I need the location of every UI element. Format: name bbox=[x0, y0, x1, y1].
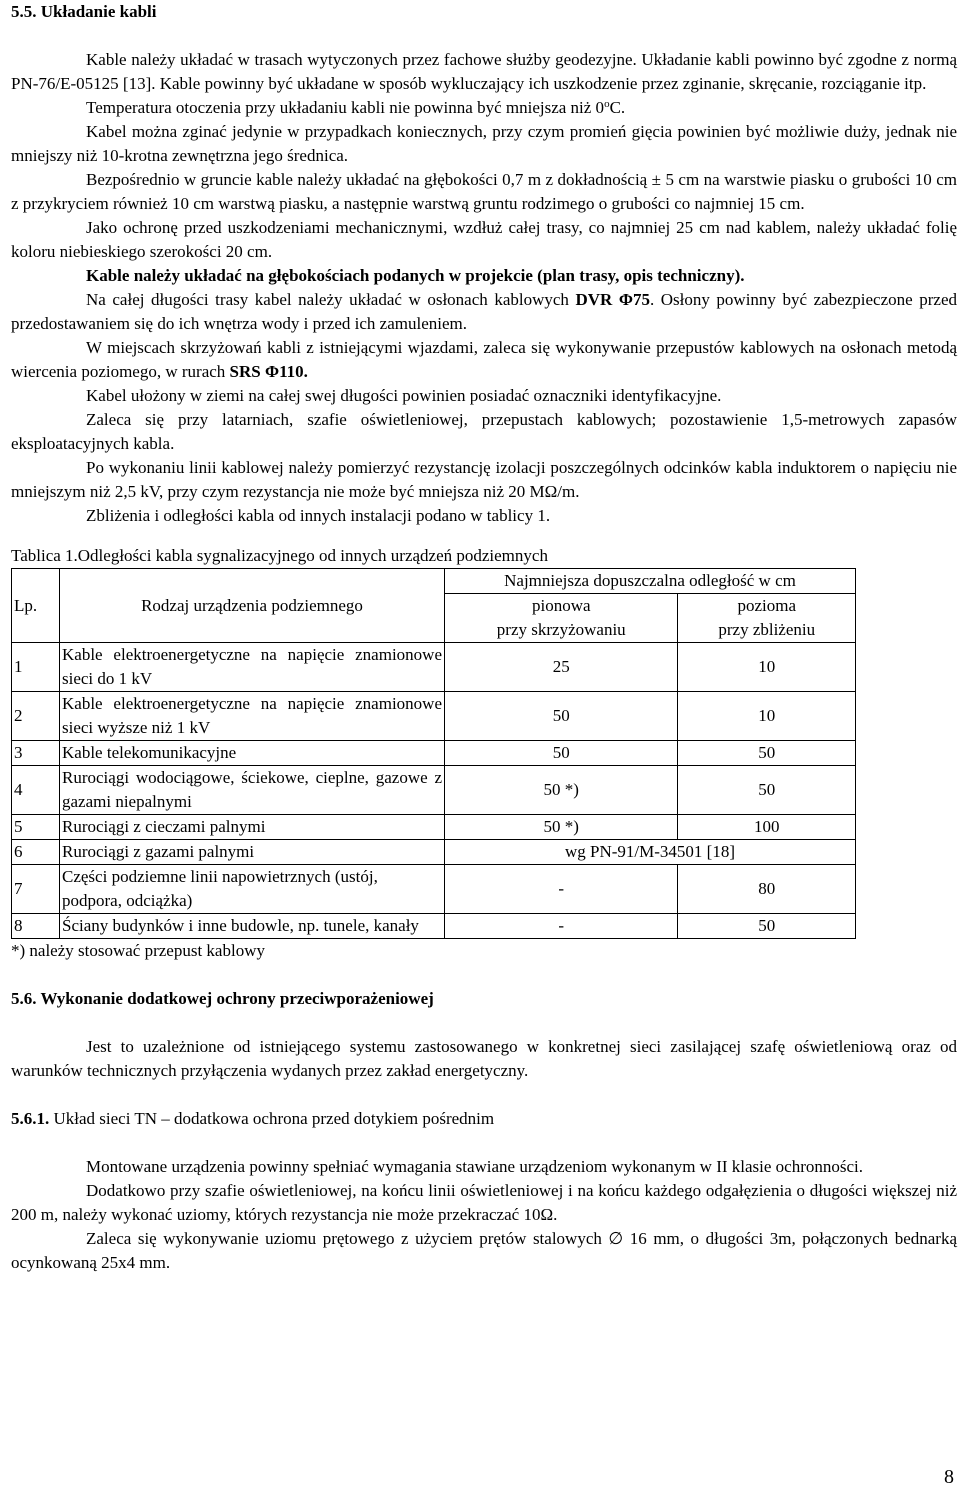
subsection-heading: 5.6.1. Układ sieci TN – dodatkowa ochrona przed dotykiem pośrednim bbox=[11, 1109, 495, 1128]
document-page bbox=[11, 0, 957, 1275]
paragraph: Dodatkowo przy szafie oświetleniowej, na końcu linii oświetleniowej i na końcu każdego odgałęzienia o długości większej niż 200 m, należy wykonać uziomy, których rezystancja nie może przekraczać 10Ω. bbox=[11, 1181, 957, 1224]
header-horizontal: pozioma bbox=[678, 594, 856, 619]
paragraph: Zaleca się wykonywanie uziomu prętowego z użyciem prętów stalowych ∅ 16 mm, o długości 3m, połączonych bednarką ocynkowaną 25x4 mm. bbox=[11, 1229, 957, 1272]
table-note: *) należy stosować przepust kablowy bbox=[11, 941, 265, 960]
table-row: 2 Kable elektroenergetyczne na napięcie znamionowe sieci wyższe niż 1 kV 50 10 bbox=[12, 692, 856, 741]
header-kind: Rodzaj urządzenia podziemnego bbox=[60, 569, 445, 643]
bold-paragraph: Kable należy układać na głębokościach podanych w projekcie (plan trasy, opis techniczny). bbox=[86, 266, 745, 285]
paragraph: Kabel ułożony w ziemi na całej swej długości powinien posiadać oznaczniki identyfikacyjne. bbox=[86, 386, 722, 405]
paragraph: W miejscach skrzyżowań kabli z istniejącymi wjazdami, zaleca się wykonywanie przepustów kablowych na osłonach metodą wiercenia poziomego, w rurach SRS Φ110. bbox=[11, 338, 957, 381]
distance-table bbox=[11, 568, 856, 939]
table-row: 8 Ściany budynków i inne budowle, np. tunele, kanały - 50 bbox=[12, 914, 856, 939]
table-row: 3 Kable telekomunikacyjne 50 50 bbox=[12, 741, 856, 766]
header-lp: Lp. bbox=[12, 569, 60, 643]
header-min-distance: Najmniejsza dopuszczalna odległość w cm bbox=[445, 569, 856, 594]
header-vertical: pionowa bbox=[445, 594, 678, 619]
header-horizontal-sub: przy zbliżeniu bbox=[678, 618, 856, 643]
table-row: 5 Rurociągi z cieczami palnymi 50 *) 100 bbox=[12, 815, 856, 840]
table-row: 4 Rurociągi wodociągowe, ściekowe, cieplne, gazowe z gazami niepalnymi 50 *) 50 bbox=[12, 766, 856, 815]
paragraph: Kable należy układać w trasach wytyczonych przez fachowe służby geodezyjne. Układanie kabli powinno być zgodne z normą PN-76/E-05125 [13]. Kable powinny być układane w sposób wykluczający ich uszkodzenie przez zginanie, skręcanie, rozciąganie itp. bbox=[11, 50, 957, 93]
paragraph: Kabel można zginać jedynie w przypadkach koniecznych, przy czym promień gięcia powinien być możliwie duży, jednak nie mniejszy niż 10-krotna zewnętrzna jego średnica. bbox=[11, 122, 957, 165]
header-vertical-sub: przy skrzyżowaniu bbox=[445, 618, 678, 643]
paragraph: Zaleca się przy latarniach, szafie oświetleniowej, przepustach kablowych; pozostawienie 1,5-metrowych zapasów eksploatacyjnych kabla. bbox=[11, 410, 957, 453]
paragraph: Bezpośrednio w gruncie kable należy układać na głębokości 0,7 m z dokładnością ± 5 cm na warstwie piasku o grubości 10 cm z przykryciem również 10 cm warstwą piasku, a następnie warstwą gruntu rodzimego o grubości co najmniej 15 cm. bbox=[11, 170, 957, 213]
table-row: 1 Kable elektroenergetyczne na napięcie znamionowe sieci do 1 kV 25 10 bbox=[12, 643, 856, 692]
section-heading: 5.6. Wykonanie dodatkowej ochrony przeciwporażeniowej bbox=[11, 989, 434, 1008]
paragraph: Jest to uzależnione od istniejącego systemu zastosowanego w konkretnej sieci zasilającej szafę oświetleniową oraz od warunków technicznych przyłączenia wydanych przez zakład energetyczny. bbox=[11, 1037, 957, 1080]
table-header-row bbox=[12, 569, 856, 594]
paragraph: Temperatura otoczenia przy układaniu kabli nie powinna być mniejsza niż 0$^o$C. bbox=[86, 98, 626, 117]
diameter-symbol: ∅ bbox=[608, 1229, 624, 1248]
section-heading: 5.5. Układanie kabli bbox=[11, 2, 157, 21]
paragraph: Jako ochronę przed uszkodzeniami mechanicznymi, wzdłuż całej trasy, co najmniej 25 cm nad kablem, należy układać folię koloru niebieskiego szerokości 20 cm. bbox=[11, 218, 957, 261]
paragraph: Na całej długości trasy kabel należy układać w osłonach kablowych DVR Φ75. Osłony powinny być zabezpieczone przed przedostawaniem się do ich wnętrza wody i przed ich zamuleniem. bbox=[11, 290, 957, 333]
paragraph: Zbliżenia i odległości kabla od innych instalacji podano w tablicy 1. bbox=[86, 506, 551, 525]
table-caption: Tablica 1.Odległości kabla sygnalizacyjnego od innych urządzeń podziemnych bbox=[11, 546, 548, 565]
table-row: 6 Rurociągi z gazami palnymi wg PN-91/M-34501 [18] bbox=[12, 840, 856, 865]
paragraph: Montowane urządzenia powinny spełniać wymagania stawiane urządzeniom wykonanym w II klasie ochronności. bbox=[86, 1157, 864, 1176]
table-row: 7 Części podziemne linii napowietrznych (ustój, podpora, odciążka) - 80 bbox=[12, 865, 856, 914]
paragraph: Po wykonaniu linii kablowej należy pomierzyć rezystancję izolacji poszczególnych odcinków kabla induktorem o napięciu nie mniejszym niż 2,5 kV, przy czym rezystancja nie może być mniejsza niż 20 MΩ/m. bbox=[11, 458, 957, 501]
page-number: 8 bbox=[944, 1466, 954, 1488]
